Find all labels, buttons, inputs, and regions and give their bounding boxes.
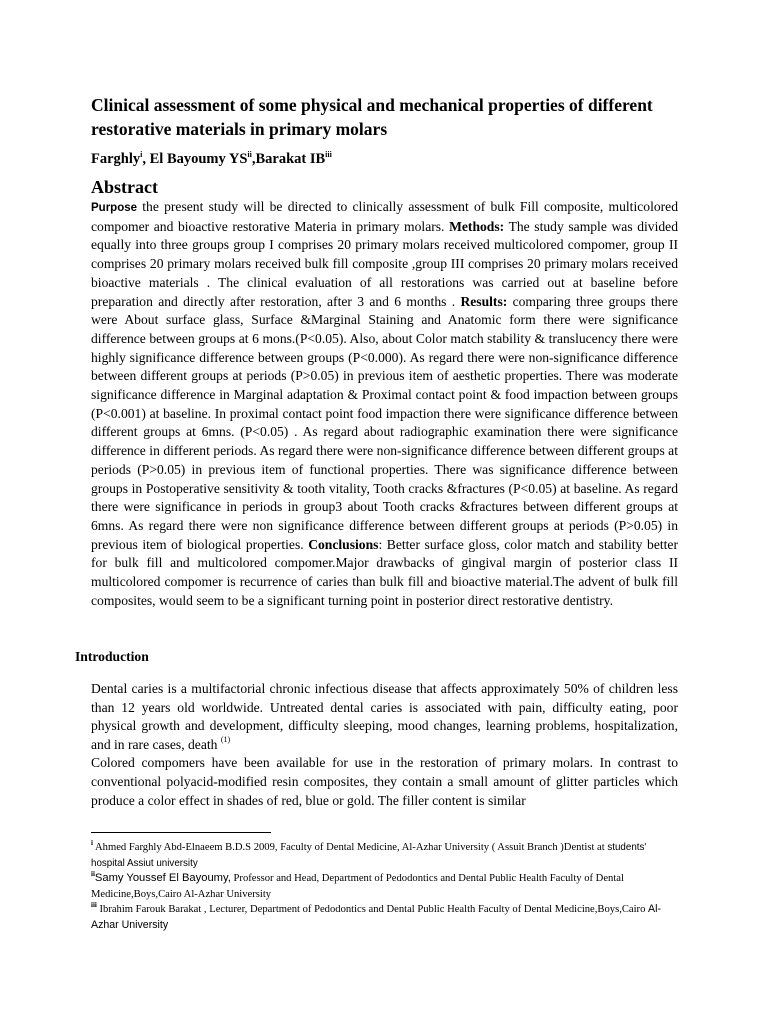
introduction-paragraph: Colored compomers have been available for use in the restoration of primary molars. In contrast to conventional polyacid-modified resin composites, they contain a small amount of glitter particles which produce a color effect in shades of red, blue or gold. The filler content is similar — [91, 755, 678, 808]
citation-reference: (1) — [220, 734, 231, 744]
author-affiliation-mark: ii — [247, 150, 252, 159]
purpose-label: Purpose — [91, 202, 138, 214]
introduction-heading: Introduction — [75, 649, 149, 664]
abstract-heading: Abstract — [91, 177, 158, 197]
author-affiliation-mark: iii — [325, 150, 332, 159]
footnotes — [91, 840, 681, 933]
footnote-divider — [91, 832, 271, 833]
author-separator: , — [251, 151, 256, 167]
conclusions-text: : Better surface gloss, color match and stability better for bulk fill and multicolored compomer.Major drawbacks of gingival margin of posterior class II multicolored compomer is recurrence of caries than bulk fill and bioactive material.The advent of bulk fill composites, would seem to be a significant turning point in posterior direct restorative dentistry. — [91, 536, 678, 608]
introduction-body — [91, 680, 678, 810]
abstract-body — [91, 198, 678, 610]
footnote-text: Professor and Head, Department of Pedodontics and Dental Public Health Faculty of Dental Medicine,Boys,Cairo Al-Azhar University — [91, 873, 624, 900]
footnote-1 — [91, 840, 681, 871]
author-el-bayoumy: El Bayoumy YS — [149, 151, 248, 167]
conclusions-label: Conclusions — [308, 536, 379, 552]
paper-title: Clinical assessment of some physical and mechanical properties of different restorative materials in primary molars — [91, 95, 653, 139]
footnote-2 — [91, 871, 681, 902]
purpose-text: the present study will be directed to clinically assessment of bulk Fill composite, multicolored compomer and bioactive restorative Materia in primary molars. — [91, 199, 678, 234]
introduction-paragraph-text: Dental caries is a multifactorial chronic infectious disease that affects approximately 50% of children less than 12 years old worldwide. Untreated dental caries is associated with pain, difficulty eating, poor physical growth and development, difficulty sleeping, mood changes, learning problems, hospitalization, and in rare cases, death — [91, 681, 678, 752]
introduction-paragraph — [91, 680, 678, 754]
footnote-3 — [91, 902, 681, 933]
footnote-text: Ahmed Farghly Abd-Elnaeem B.D.S 2009, Faculty of Dental Medicine, Al-Azhar University ( Assuit Branch )Dentist at — [92, 842, 608, 853]
methods-text: The study sample was divided equally into three groups group I comprises 20 primary molars received multicolored compomer, group II comprises 20 primary molars received bulk fill composite ,group III comprises 20 primary molars received bioactive materials . The clinical evaluation of all restorations was carried out at baseline before preparation and directly after restoration, after 3 and 6 months . — [91, 218, 678, 309]
footnote-author-name: Samy Youssef El Bayoumy, — [94, 872, 231, 884]
footnote-mark: iii — [91, 901, 97, 909]
author-list — [91, 150, 691, 168]
footnote-text: students' hospital Assiut university — [91, 842, 647, 869]
results-label: Results: — [460, 293, 508, 309]
footnote-mark: i — [91, 839, 93, 847]
author-separator: , — [142, 151, 150, 167]
footnote-text: Ibrahim Farouk Barakat , Lecturer, Department of Pedodontics and Dental Public Health Faculty of Dental Medicine,Boys,Cairo — [96, 904, 649, 915]
author-farghly: Farghly — [91, 151, 141, 167]
author-affiliation-mark: i — [140, 150, 143, 159]
methods-label: Methods: — [449, 218, 505, 234]
footnote-mark: ii — [91, 870, 95, 878]
author-barakat: Barakat IB — [255, 151, 326, 167]
results-text: comparing three groups there were About surface glass, Surface &Marginal Staining and Anatomic form there were significance difference between groups at 6 mons.(P<0.05). Also, about Color match stability & translucency there were highly significance difference between groups (P<0.000). As regard there were non-significance difference between different groups at periods (P>0.05) in previous item of aesthetic properties. There was moderate significance difference in Marginal adaptation & Proximal contact point & food impaction between groups (P<0.001) at baseline. In proximal contact point food impaction there were significance difference between different groups at 6mns. (P<0.05) . As regard about radiographic examination there were significance difference in different periods. As regard there were non-significance difference between different groups at periods (P>0.05) in previous item of functional properties. There was significance difference between groups in Postoperative sensitivity & tooth vitality, Tooth cracks &fractures (P<0.05) at baseline. As regard there were significance in periods in group3 about Tooth cracks &fractures between different groups at 6mns. As regard there were non significance difference between different groups at periods (P>0.05) in previous item of biological properties. — [91, 293, 678, 552]
footnote-text: Al-Azhar University — [91, 903, 661, 931]
